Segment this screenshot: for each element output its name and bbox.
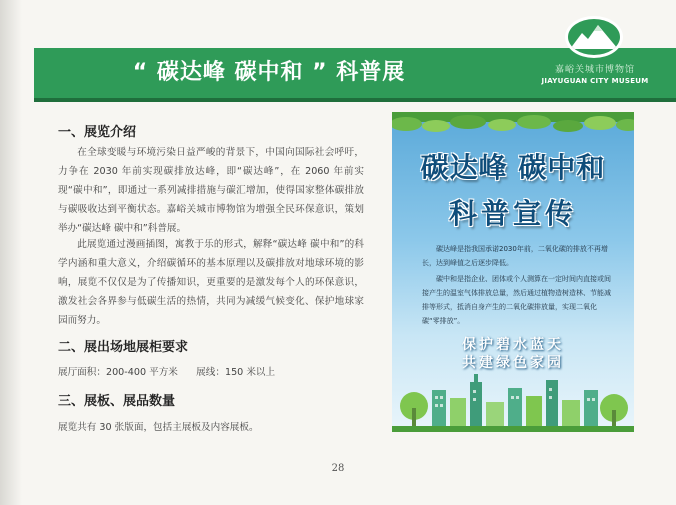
page-binding-shadow [0,0,22,505]
section-heading-intro: 一、展览介绍 [58,125,137,140]
poster-slogan-1: 保护碧水蓝天 [462,337,564,353]
green-city-skyline-icon [392,368,634,432]
logo-english-name: JIAYUGUAN CITY MUSEUM [541,77,649,85]
campaign-poster [392,112,634,432]
intro-paragraph-1: 在全球变暖与环境污染日益严峻的背景下，中国向国际社会呼吁，力争在 2030 年前实现碳排放达峰，即“碳达峰”，在 2060 年前实现“碳中和”，即通过一系列减排措施与碳汇增加，使得国家整体碳排放与碳吸收达到平衡状态。嘉峪关城市博物馆为增强全民环保意识，策划举办“碳达峰 碳中和”科普展。 [58,147,364,234]
poster-text-neutral: 碳中和是指企业、团体或个人测算在一定时间内直接或间接产生的温室气体排放总量，然后通过植物造树造林、节能减排等形式，抵消自身产生的二氧化碳排放量，实现二氧化碳“零排放”。 [422,275,611,325]
poster-text-peak: 碳达峰是指我国承诺2030年前，二氧化碳的排放不再增长，达到峰值之后逐步降低。 [422,245,608,267]
section-heading-venue: 二、展出场地展柜要求 [58,340,189,355]
museum-logo [535,16,655,98]
venue-requirements: 展厅面积：200-400 平方米 展线：150 米以上 [58,367,276,378]
poster-slogan-2: 共建绿色家园 [462,355,564,371]
intro-paragraph-2: 此展览通过漫画插图，寓教于乐的形式，解释“碳达峰 碳中和”的科学内涵和重大意义，介绍碳循环的基本原理以及碳排放对地球环境的影响，展览不仅仅是为了传播知识，更重要的是激发每个人的环保意识，激发社会各界参与低碳生活的热情，共同为减缓气候变化、保护地球家园而努力。 [58,239,364,326]
page-number: 28 [331,463,345,474]
logo-chinese-name: 嘉峪关城市博物馆 [554,65,635,75]
title-band-underline [34,98,676,102]
section-heading-boards: 三、展板、展品数量 [58,394,176,409]
poster-title-line2: 科普宣传 [448,197,577,230]
page-title: “ 碳达峰 碳中和 ” 科普展 [132,60,406,85]
poster-title-line1: 碳达峰 碳中和 [420,151,606,184]
board-count: 展览共有 30 张版面，包括主展板及内容展板。 [58,422,259,433]
mountain-logo-icon [565,16,623,58]
leaf-border-icon [392,112,634,142]
